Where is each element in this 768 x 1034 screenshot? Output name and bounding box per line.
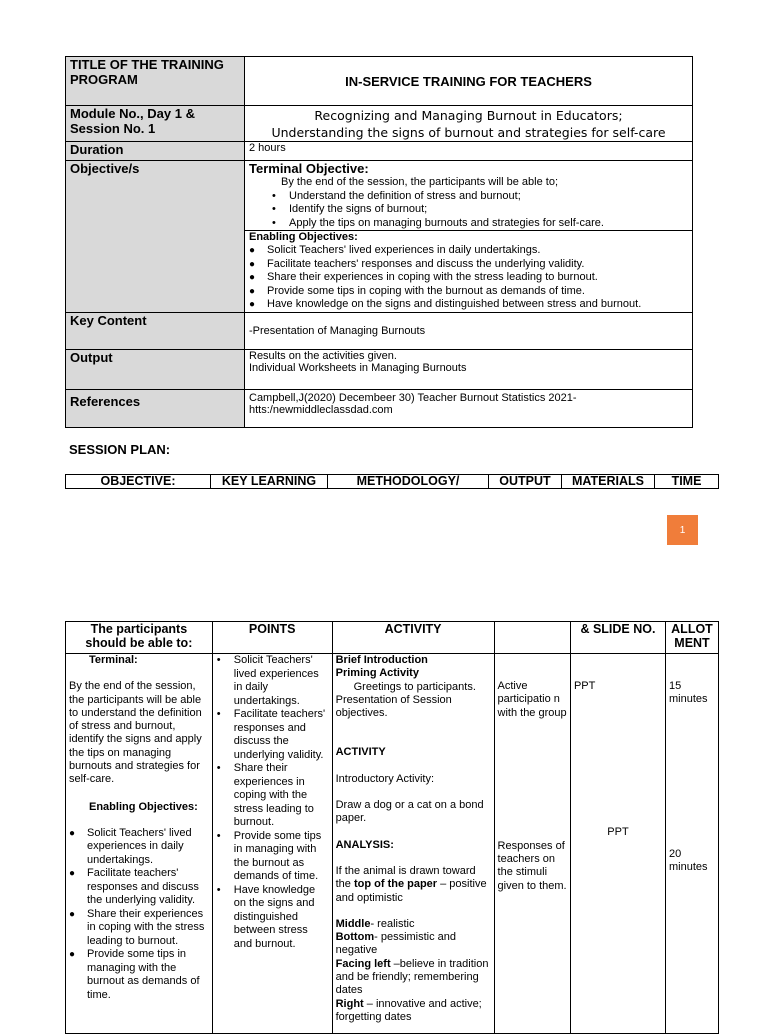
col-time-header: TIME (655, 475, 719, 489)
col-slide-no-header: & SLIDE NO. (570, 622, 665, 654)
key-content-value: -Presentation of Managing Burnouts (245, 313, 693, 350)
enabling-objectives-cell: Enabling Objectives: ● Solicit Teachers' lived experiences in daily undertakings. ● Facilitate teachers' responses and discuss the underlying validity. ● Share their experiences in coping with the stress leading to burnout. ● Provide some tips in coping with the burnout as demands of time. ● Have knowledge on the signs and distinguished between stress and burnout. (245, 231, 693, 313)
output-value: Results on the activities given. Individual Worksheets in Managing Burnouts (245, 350, 693, 390)
session-plan-header (65, 474, 719, 489)
training-info-table (65, 56, 693, 428)
label-output: Output (66, 350, 245, 390)
objectives-cell: Terminal: By the end of the session, the participants will be able to understand the definition of stress and burnout, identify the signs and apply the tips on managing burnouts and strategies for self-care. Enabling Objectives: ● Solicit Teachers' lived experiences in daily undertakings. ● Facilitate teachers' responses and discuss the underlying validity. ● Share their experiences in coping with the stress leading to burnout. ● Provide some tips in managing with the burnout as demands of time. (66, 654, 213, 1034)
label-title: TITLE OF THE TRAINING PROGRAM (66, 57, 245, 106)
label-references: References (66, 390, 245, 428)
label-duration: Duration (66, 142, 245, 161)
references-value: Campbell,J(2020) Decembeer 30) Teacher Burnout Statistics 2021- htts:/newmiddleclassdad.com (245, 390, 693, 428)
terminal-objective-cell: Terminal Objective: By the end of the session, the participants will be able to; • Understand the definition of stress and burnout; • Identify the signs of burnout; • Apply the tips on managing burnouts and strategies for self-care. (245, 161, 693, 231)
col-empty-header (494, 622, 570, 654)
col-materials-header: MATERIALS (562, 475, 655, 489)
label-module: Module No., Day 1 & Session No. 1 (66, 106, 245, 142)
col-participants-header: The participants should be able to: (66, 622, 213, 654)
module-title: Recognizing and Managing Burnout in Educators; Understanding the signs of burnout and strategies for self-care (245, 106, 693, 142)
col-allotment-header: ALLOT MENT (666, 622, 719, 654)
col-objective-header: OBJECTIVE: (66, 475, 211, 489)
page-number-badge: 1 (667, 515, 698, 545)
program-title: IN-SERVICE TRAINING FOR TEACHERS (245, 57, 693, 106)
col-points-header: POINTS (212, 622, 332, 654)
col-key-learning-header: KEY LEARNING (211, 475, 328, 489)
session-plan-title: SESSION PLAN: (69, 442, 171, 457)
key-points-list: • Solicit Teachers' lived experiences in daily undertakings. • Facilitate teachers' responses and discuss the underlying validity. • Share their experiences in coping with the stress leading to burnout. • Provide some tips in managing with the burnout as demands of time. • Have knowledge on the signs and distinguished between stress and burnout. (216, 654, 329, 951)
duration-value: 2 hours (245, 142, 693, 161)
label-key-content: Key Content (66, 313, 245, 350)
enabling-objectives-list: ● Solicit Teachers' lived experiences in daily undertakings. ● Facilitate teachers' responses and discuss the underlying validity. ● Share their experiences in coping with the stress leading to burnout. ● Provide some tips in coping with the burnout as demands of time. ● Have knowledge on the signs and distinguished between stress and burnout. (249, 244, 688, 312)
col-methodology-header: METHODOLOGY/ (328, 475, 489, 489)
time-allotment-cell: 15 minutes 20 minutes (666, 654, 719, 1034)
terminal-objective-list: • Understand the definition of stress and burnout; • Identify the signs of burnout; • Apply the tips on managing burnouts and strategies for self-care. (249, 190, 688, 231)
col-output-header: OUTPUT (489, 475, 562, 489)
activity-cell: Brief Introduction Priming Activity Greetings to participants. Presentation of Session objectives. ACTIVITY Introductory Activity: Draw a dog or a cat on a bond paper. ANALYSIS: If the animal is drawn toward the top of the paper – positive and optimistic Middle- realistic Bottom- pessimistic and negative Facing left –believe in tradition and be friendly; remembering dates Right – innovative and active; forgetting dates (332, 654, 494, 1034)
col-activity-header: ACTIVITY (332, 622, 494, 654)
key-points-cell (212, 654, 332, 1034)
materials-cell: PPT PPT (570, 654, 665, 1034)
label-objectives: Objective/s (66, 161, 245, 313)
output-cell: Active participatio n with the group Responses of teachers on the stimuli given to them. (494, 654, 570, 1034)
session-plan-table (65, 621, 719, 1034)
plan-enabling-list: ● Solicit Teachers' lived experiences in daily undertakings. ● Facilitate teachers' responses and discuss the underlying validity. ● Share their experiences in coping with the stress leading to burnout. ● Provide some tips in managing with the burnout as demands of time. (69, 827, 209, 1003)
